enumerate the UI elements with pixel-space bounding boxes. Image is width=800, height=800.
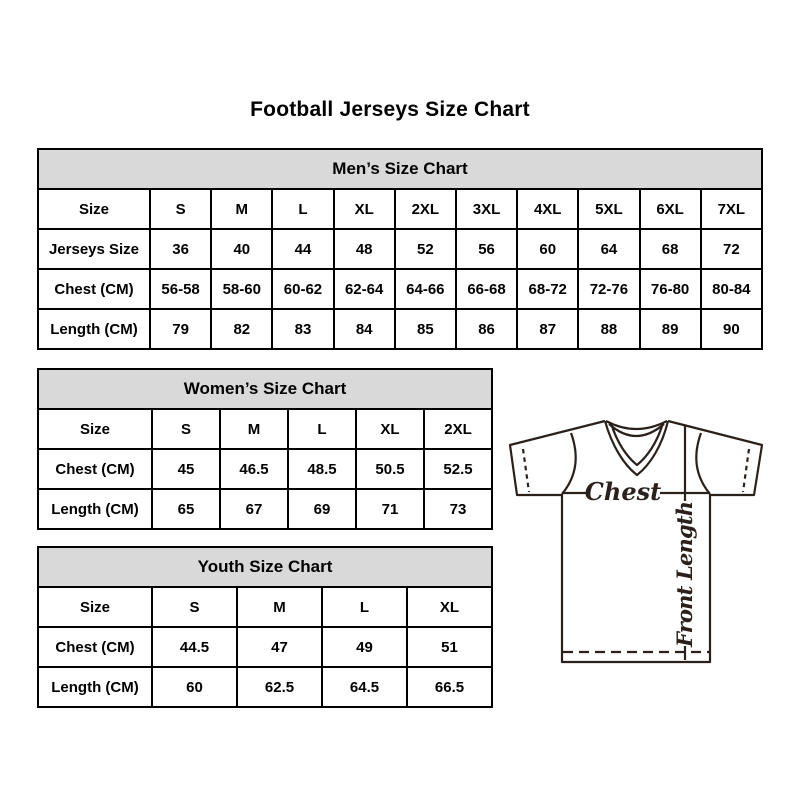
value-cell: 5XL (578, 189, 639, 229)
mens-table-header-row (38, 149, 762, 189)
value-cell: 66-68 (456, 269, 517, 309)
value-cell: 82 (211, 309, 272, 349)
value-cell: 71 (356, 489, 424, 529)
table-row (38, 189, 762, 229)
value-cell: 76-80 (640, 269, 701, 309)
value-cell: 68-72 (517, 269, 578, 309)
value-cell: S (150, 189, 211, 229)
value-cell: M (220, 409, 288, 449)
youth-table-header-row (38, 547, 492, 587)
value-cell: 47 (237, 627, 322, 667)
chest-label: Chest (584, 477, 662, 506)
row-label-cell: Size (38, 587, 152, 627)
youth-size-table (37, 546, 493, 708)
value-cell: XL (356, 409, 424, 449)
value-cell: M (211, 189, 272, 229)
value-cell: 51 (407, 627, 492, 667)
row-label-cell: Chest (CM) (38, 627, 152, 667)
value-cell: S (152, 409, 220, 449)
left-armhole-seam (562, 433, 576, 494)
womens-table-header-row (38, 369, 492, 409)
value-cell: L (272, 189, 333, 229)
value-cell: 46.5 (220, 449, 288, 489)
table-row (38, 409, 492, 449)
value-cell: 44 (272, 229, 333, 269)
jersey-diagram-svg (500, 408, 772, 676)
row-label-cell: Chest (CM) (38, 269, 150, 309)
womens-table-title: Women’s Size Chart (38, 369, 492, 409)
value-cell: 80-84 (701, 269, 762, 309)
value-cell: 60-62 (272, 269, 333, 309)
value-cell: 52 (395, 229, 456, 269)
value-cell: 45 (152, 449, 220, 489)
value-cell: 48.5 (288, 449, 356, 489)
value-cell: XL (407, 587, 492, 627)
value-cell: XL (334, 189, 395, 229)
value-cell: 68 (640, 229, 701, 269)
value-cell: 64.5 (322, 667, 407, 707)
row-label-cell: Size (38, 189, 150, 229)
womens-size-table (37, 368, 493, 530)
value-cell: 44.5 (152, 627, 237, 667)
value-cell: 60 (517, 229, 578, 269)
value-cell: 79 (150, 309, 211, 349)
value-cell: 56-58 (150, 269, 211, 309)
value-cell: M (237, 587, 322, 627)
value-cell: 56 (456, 229, 517, 269)
table-row (38, 489, 492, 529)
mens-size-table (37, 148, 763, 350)
value-cell: 72-76 (578, 269, 639, 309)
value-cell: 67 (220, 489, 288, 529)
value-cell: 87 (517, 309, 578, 349)
value-cell: 40 (211, 229, 272, 269)
value-cell: 2XL (395, 189, 456, 229)
table-row (38, 309, 762, 349)
row-label-cell: Length (CM) (38, 489, 152, 529)
value-cell: 50.5 (356, 449, 424, 489)
row-label-cell: Jerseys Size (38, 229, 150, 269)
row-label-cell: Size (38, 409, 152, 449)
left-cuff-dashed-line (523, 449, 529, 492)
row-label-cell: Length (CM) (38, 309, 150, 349)
value-cell: 4XL (517, 189, 578, 229)
table-row (38, 667, 492, 707)
table-row (38, 587, 492, 627)
value-cell: 3XL (456, 189, 517, 229)
value-cell: 60 (152, 667, 237, 707)
right-armhole-seam (696, 433, 710, 494)
row-label-cell: Chest (CM) (38, 449, 152, 489)
value-cell: 89 (640, 309, 701, 349)
right-cuff-dashed-line (743, 449, 749, 492)
value-cell: 84 (334, 309, 395, 349)
table-row (38, 229, 762, 269)
value-cell: 64-66 (395, 269, 456, 309)
table-row (38, 269, 762, 309)
value-cell: 58-60 (211, 269, 272, 309)
value-cell: 62.5 (237, 667, 322, 707)
table-row (38, 627, 492, 667)
value-cell: 72 (701, 229, 762, 269)
value-cell: 52.5 (424, 449, 492, 489)
value-cell: 66.5 (407, 667, 492, 707)
value-cell: 88 (578, 309, 639, 349)
value-cell: 48 (334, 229, 395, 269)
value-cell: 73 (424, 489, 492, 529)
mens-table-title: Men’s Size Chart (38, 149, 762, 189)
row-label-cell: Length (CM) (38, 667, 152, 707)
youth-table-title: Youth Size Chart (38, 547, 492, 587)
value-cell: 65 (152, 489, 220, 529)
value-cell: S (152, 587, 237, 627)
jersey-measurement-diagram (500, 408, 772, 676)
value-cell: 36 (150, 229, 211, 269)
jersey-outline (510, 421, 762, 662)
value-cell: 83 (272, 309, 333, 349)
page-title: Football Jerseys Size Chart (250, 98, 530, 121)
value-cell: 62-64 (334, 269, 395, 309)
value-cell: 86 (456, 309, 517, 349)
front-length-label: Front Length (672, 501, 697, 647)
value-cell: 64 (578, 229, 639, 269)
value-cell: 69 (288, 489, 356, 529)
value-cell: 7XL (701, 189, 762, 229)
value-cell: 6XL (640, 189, 701, 229)
value-cell: 49 (322, 627, 407, 667)
value-cell: 2XL (424, 409, 492, 449)
value-cell: 85 (395, 309, 456, 349)
value-cell: 90 (701, 309, 762, 349)
value-cell: L (288, 409, 356, 449)
value-cell: L (322, 587, 407, 627)
table-row (38, 449, 492, 489)
